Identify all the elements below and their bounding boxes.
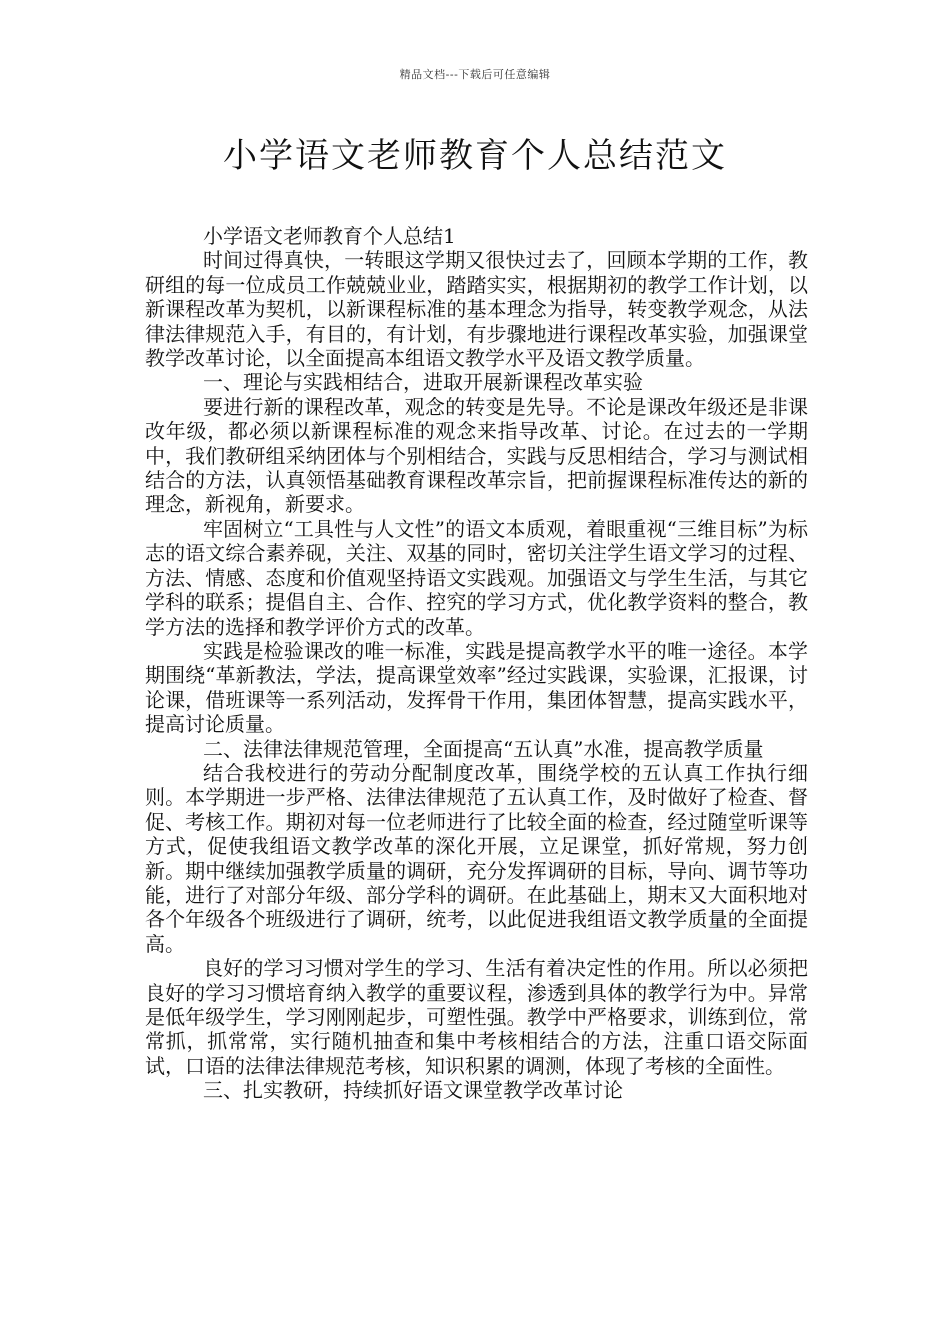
header-note: 精品文档---下载后可任意编辑	[399, 68, 551, 81]
paragraph: 实践是检验课改的唯一标准，实践是提高教学水平的唯一途径。本学期围绕“革新教法，学法，提高课堂效率”经过实践课，实验课，汇报课，讨论课，借班课等一系列活动，发挥骨干作用，集团体智慧，提高实践水平，提高讨论质量。	[145, 638, 808, 737]
paragraph: 要进行新的课程改革，观念的转变是先导。不论是课改年级还是非课改年级，都必须以新课程标准的观念来指导改革、讨论。在过去的一学期中，我们教研组采纳团体与个别相结合，实践与反思相结合，学习与测试相结合的方法，认真领悟基础教育课程改革宗旨，把前握课程标准传达的新的理念，新视角，新要求。	[145, 394, 808, 517]
section-heading: 三、扎实教研，持续抓好语文课堂教学改革讨论	[203, 1078, 623, 1103]
paragraph: 时间过得真快，一转眼这学期又很快过去了，回顾本学期的工作，教研组的每一位成员工作兢兢业业，踏踏实实，根据期初的教学工作计划，以新课程改革为契机，以新课程标准的基本理念为指导，转变教学观念，从法律法律规范入手，有目的，有计划，有步骤地进行课程改革实验，加强课堂教学改革讨论，以全面提高本组语文教学水平及语文教学质量。	[145, 248, 808, 371]
document-title: 小学语文老师教育个人总结范文	[223, 136, 727, 176]
section-heading: 小学语文老师教育个人总结1	[203, 224, 456, 248]
paragraph: 结合我校进行的劳动分配制度改革，围绕学校的五认真工作执行细则。本学期进一步严格、法律法律规范了五认真工作，及时做好了检查、督促、考核工作。期初对每一位老师进行了比较全面的检查，经过随堂听课等方式，促使我组语文教学改革的深化开展，立足课堂，抓好常规，努力创新。期中继续加强教学质量的调研，充分发挥调研的目标，导向、调节等功能，进行了对部分年级、部分学科的调研。在此基础上，期末又大面积地对各个年级各个班级进行了调研，统考，以此促进我组语文教学质量的全面提高。	[145, 760, 808, 956]
paragraph: 良好的学习习惯对学生的学习、生活有着决定性的作用。所以必须把良好的学习习惯培育纳入教学的重要议程，渗透到具体的教学行为中。异常是低年级学生，学习刚刚起步，可塑性强。教学中严格要求，训练到位，常常抓，抓常常，实行随机抽查和集中考核相结合的方法，注重口语交际面试，口语的法律法律规范考核，知识积累的调测，体现了考核的全面性。	[145, 956, 808, 1078]
section-heading: 二、法律法律规范管理，全面提高“五认真”水准，提高教学质量	[203, 736, 764, 761]
section-heading: 一、理论与实践相结合，进取开展新课程改革实验	[203, 370, 643, 395]
document-body	[145, 224, 808, 1103]
paragraph: 牢固树立“工具性与人文性”的语文本质观，着眼重视“三维目标”为标志的语文综合素养砚，关注、双基的同时，密切关注学生语文学习的过程、方法、情感、态度和价值观坚持语文实践观。加强语文与学生生活，与其它学科的联系；提倡自主、合作、控究的学习方式，优化教学资料的整合，教学方法的选择和教学评价方式的改革。	[145, 516, 808, 639]
